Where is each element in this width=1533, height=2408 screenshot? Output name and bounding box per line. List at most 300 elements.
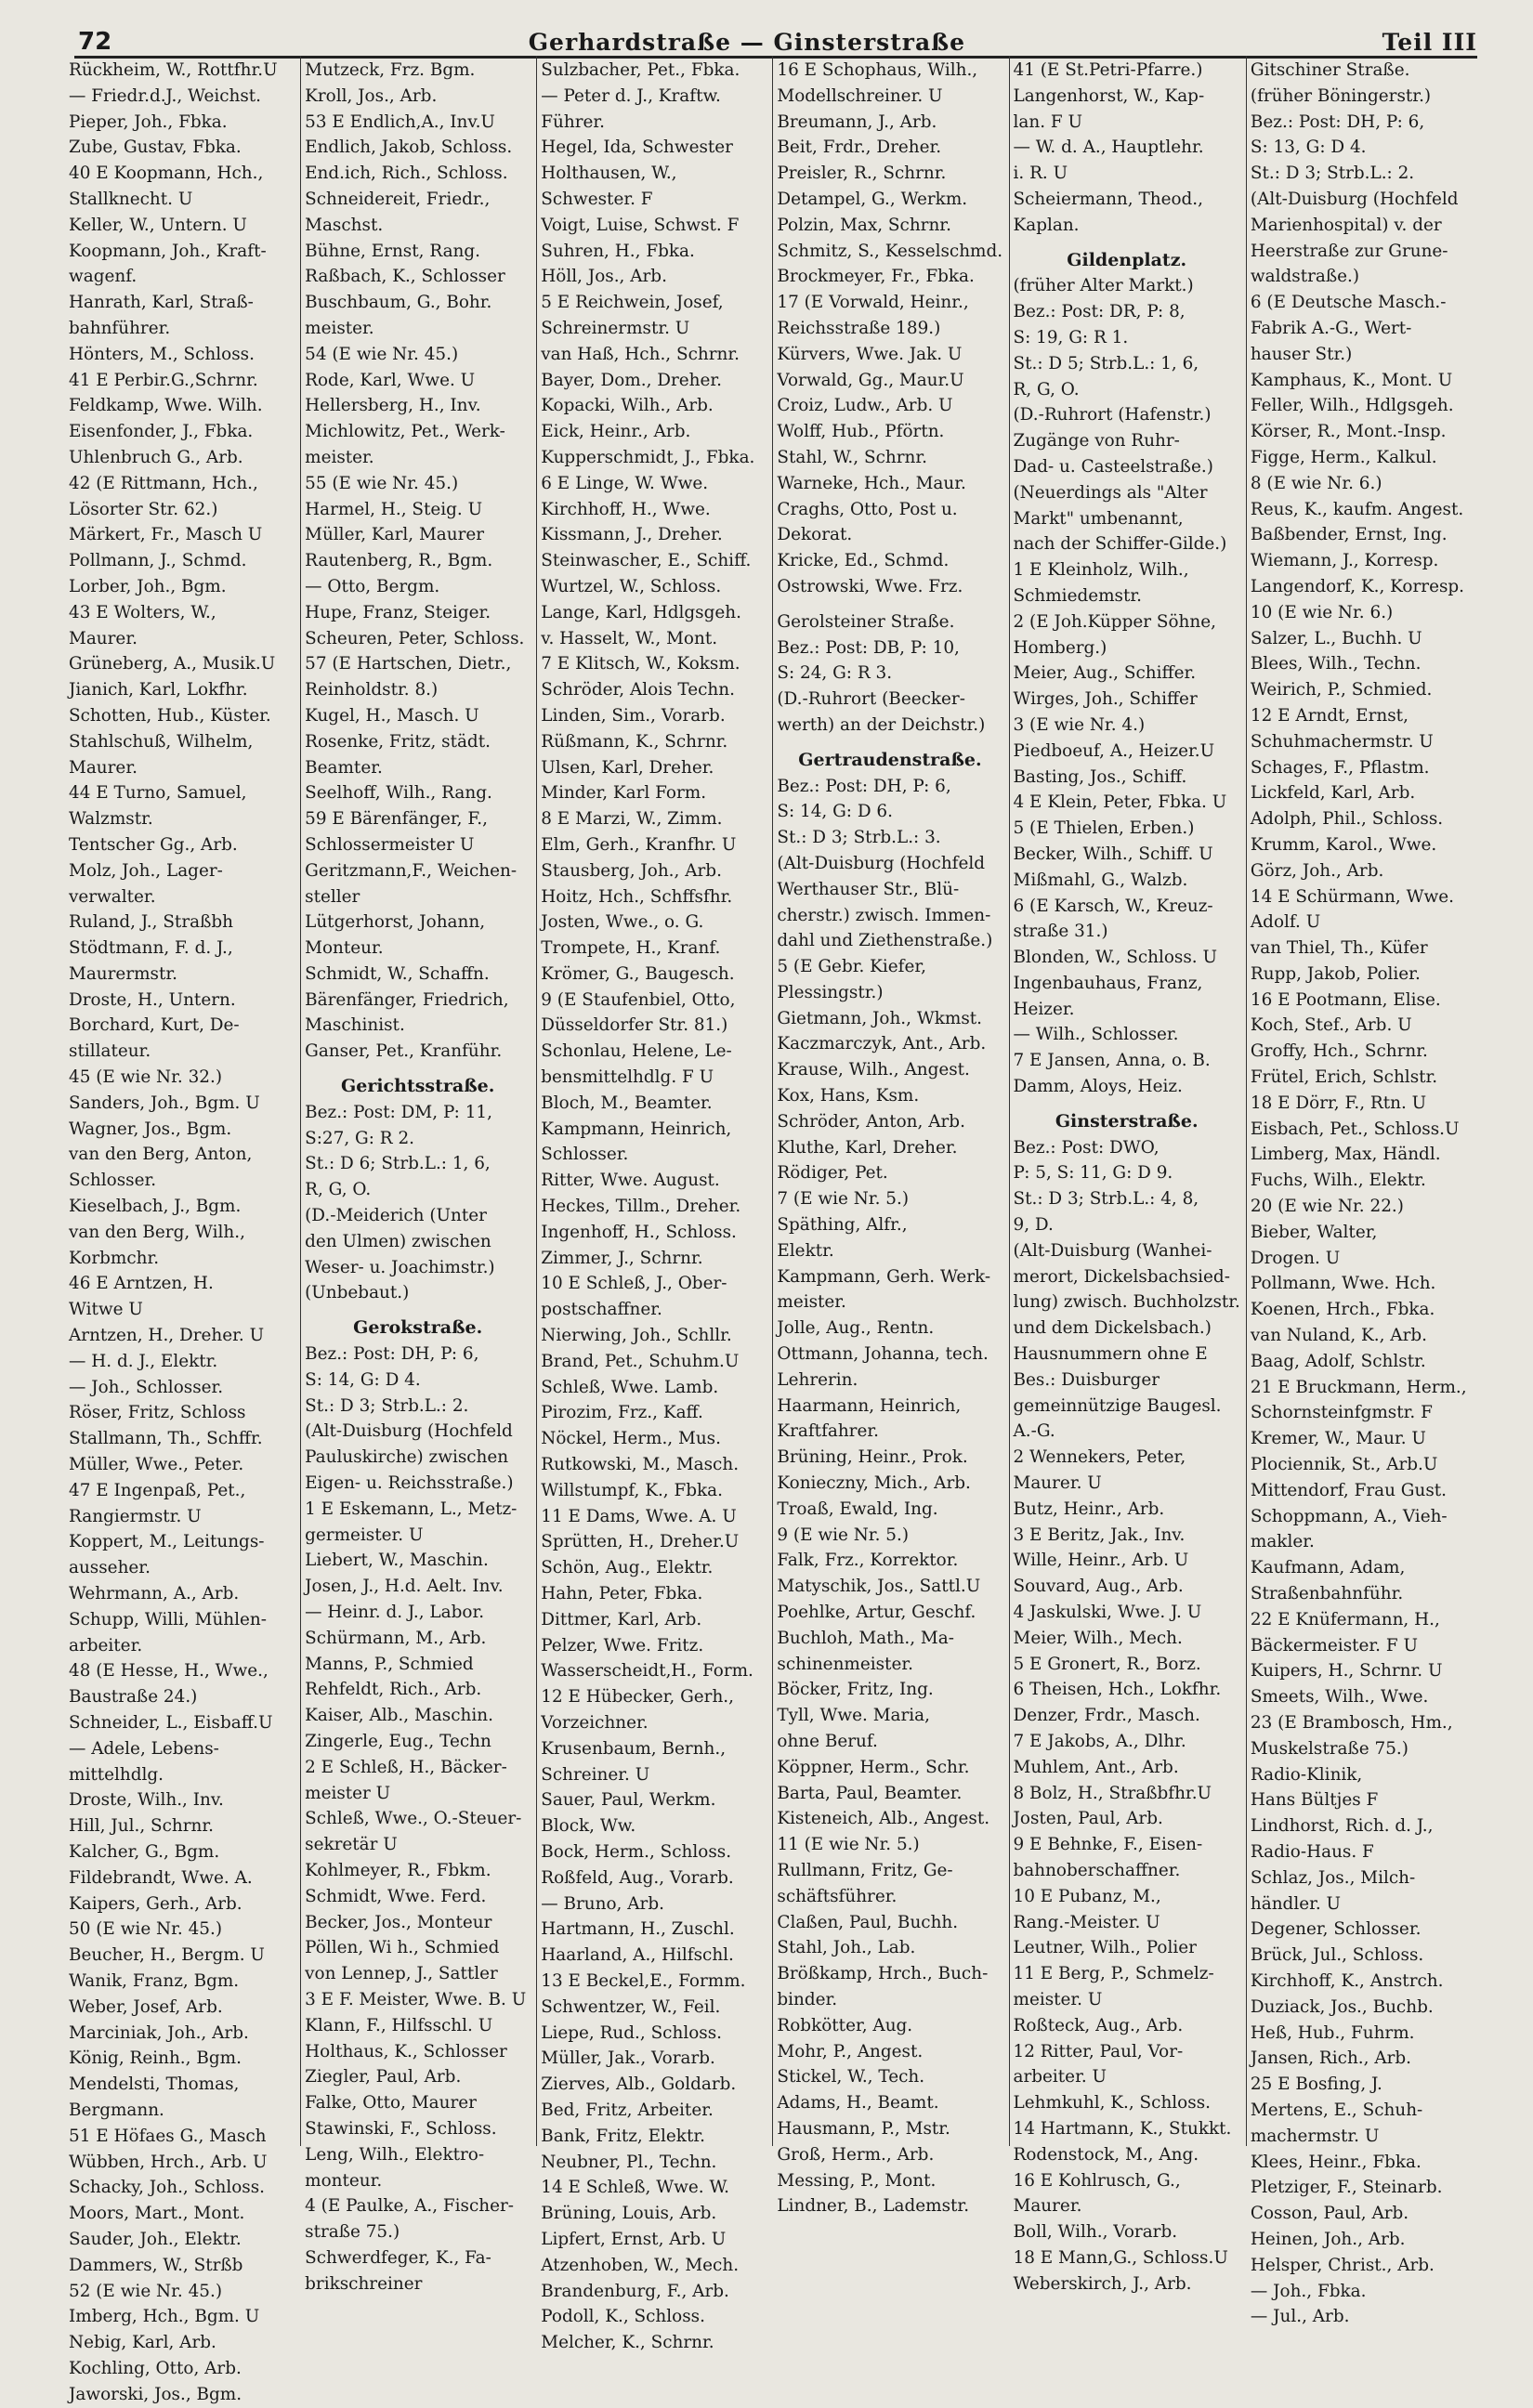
directory-entry: Hellersberg, H., Inv.	[305, 396, 481, 416]
directory-entry: — Joh., Fbka.	[1250, 2281, 1367, 2301]
directory-entry: Arntzen, H., Dreher. U	[69, 1326, 265, 1346]
directory-entry: (Alt-Duisburg (Wanhei-	[1013, 1240, 1212, 1261]
directory-entry: Wasserscheidt,H., Form.	[541, 1661, 753, 1682]
directory-entry: den Ulmen) zwischen	[305, 1231, 491, 1251]
directory-entry: A.-G.	[1013, 1421, 1055, 1442]
directory-entry: (früher Alter Markt.)	[1013, 276, 1194, 296]
directory-entry: Adolph, Phil., Schloss.	[1250, 809, 1444, 830]
directory-entry: 6 E Linge, W. Wwe.	[541, 473, 709, 493]
directory-entry: stillateur.	[69, 1041, 151, 1062]
directory-entry: Klees, Heinr., Fbka.	[1250, 2152, 1422, 2172]
directory-entry: Maurermstr.	[69, 963, 177, 984]
directory-entry: 7 E Klitsch, W., Koksm.	[541, 654, 740, 674]
directory-entry: Rodenstock, M., Ang.	[1013, 2144, 1199, 2165]
directory-entry: und dem Dickelsbach.)	[1013, 1318, 1212, 1339]
directory-entry: Neubner, Pl., Techn.	[541, 2152, 717, 2172]
directory-entry: makler.	[1250, 1532, 1315, 1552]
directory-entry: 23 (E Brambosch, Hm.,	[1250, 1713, 1453, 1733]
directory-entry: Suhren, H., Fbka.	[541, 241, 695, 261]
directory-entry: Poehlke, Artur, Geschf.	[777, 1603, 976, 1623]
directory-entry: Blees, Wilh., Techn.	[1250, 654, 1422, 674]
directory-entry: Frütel, Erich, Schlstr.	[1250, 1067, 1438, 1088]
directory-entry: Witwe U	[69, 1300, 143, 1320]
directory-column-3	[537, 56, 773, 2353]
directory-entry: Lehmkuhl, K., Schloss.	[1013, 2093, 1211, 2114]
directory-entry: Lehrerin.	[777, 1369, 858, 1390]
directory-entry: — Heinr. d. J., Labor.	[305, 1603, 485, 1623]
directory-entry: Schages, F., Pflastm.	[1250, 757, 1430, 778]
directory-entry: Linden, Sim., Vorarb.	[541, 705, 726, 726]
directory-entry: Elektr.	[777, 1240, 834, 1261]
directory-entry: Kaczmarczyk, Ant., Arb.	[777, 1034, 987, 1054]
spacer	[777, 600, 1002, 609]
directory-entry: Klann, F., Hilfsschl. U	[305, 2015, 493, 2035]
directory-entry: — Wilh., Schlosser.	[1013, 1025, 1179, 1045]
directory-entry: Falk, Frz., Korrektor.	[777, 1551, 959, 1571]
directory-entry: Zimmer, J., Schrnr.	[541, 1248, 703, 1268]
directory-entry: Degener, Schlosser.	[1250, 1919, 1422, 1940]
directory-entry: S: 14, G: D 6.	[777, 802, 893, 822]
directory-entry: Ingenbauhaus, Franz,	[1013, 973, 1203, 993]
directory-entry: Langendorf, K., Korresp.	[1250, 576, 1465, 596]
directory-entry: Detampel, G., Werkm.	[777, 189, 968, 209]
directory-entry: Schwentzer, W., Feil.	[541, 1996, 721, 2017]
directory-entry: Markt" umbenannt,	[1013, 508, 1184, 529]
directory-entry: Hartmann, H., Zuschl.	[541, 1919, 735, 1940]
directory-entry: Kochling, Otto, Arb.	[69, 2358, 242, 2378]
directory-entry: Radio-Haus. F	[1250, 1841, 1374, 1862]
directory-entry: Liepe, Rud., Schloss.	[541, 2022, 722, 2043]
directory-entry: Voigt, Luise, Schwst. F	[541, 215, 740, 235]
directory-entry: Maurer.	[69, 628, 138, 648]
directory-entry: Tyll, Wwe. Maria,	[777, 1706, 930, 1726]
directory-entry: Muhlem, Ant., Arb.	[1013, 1757, 1179, 1777]
directory-entry: Koenen, Hrch., Fbka.	[1250, 1300, 1435, 1320]
directory-column-6	[1247, 56, 1482, 2327]
directory-entry: wagenf.	[69, 267, 138, 287]
spacer	[1014, 239, 1240, 248]
directory-entry: (D.-Ruhrort (Beecker-	[777, 689, 965, 710]
directory-entry: (Unbebaut.)	[305, 1283, 410, 1303]
directory-entry: 18 E Mann,G., Schloss.U	[1013, 2247, 1228, 2268]
directory-entry: 4 E Klein, Peter, Fbka. U	[1013, 792, 1227, 813]
directory-entry: bensmittelhdlg. F U	[541, 1067, 714, 1088]
directory-entry: Wübben, Hrch., Arb. U	[69, 2152, 268, 2172]
directory-entry: Zugänge von Ruhr-	[1013, 431, 1180, 452]
directory-entry: Holthausen, W.,	[541, 164, 677, 184]
directory-entry: Wehrmann, A., Arb.	[69, 1584, 240, 1604]
directory-entry: Brüning, Louis, Arb.	[541, 2204, 717, 2224]
directory-entry: Groß, Herm., Arb.	[777, 2144, 935, 2165]
directory-entry: 6 Theisen, Hch., Lokfhr.	[1013, 1680, 1222, 1700]
directory-entry: 8 (E wie Nr. 6.)	[1250, 473, 1382, 493]
directory-entry: Radio-Klinik,	[1250, 1764, 1363, 1785]
directory-entry: P: 5, S: 11, G: D 9.	[1013, 1163, 1173, 1184]
directory-entry: Kisteneich, Alb., Angest.	[777, 1809, 990, 1829]
directory-entry: 17 (E Vorwald, Heinr.,	[777, 293, 969, 313]
directory-entry: Dad- u. Casteelstraße.)	[1013, 456, 1213, 477]
directory-entry: Kaipers, Gerh., Arb.	[69, 1893, 242, 1914]
directory-entry: Schuhmachermstr. U	[1250, 731, 1434, 752]
part-label: Teil III	[1382, 29, 1477, 56]
directory-entry: Schmidt, Wwe. Ferd.	[305, 1886, 487, 1906]
directory-entry: Fabrik A.-G., Wert-	[1250, 318, 1412, 338]
directory-entry: Robkötter, Aug.	[777, 2015, 913, 2035]
directory-entry: 48 (E Hesse, H., Wwe.,	[69, 1661, 269, 1682]
directory-entry: Sanders, Joh., Bgm. U	[69, 1093, 260, 1113]
directory-entry: Hoitz, Hch., Schffsfhr.	[541, 886, 733, 907]
directory-entry: Kalcher, G., Bgm.	[69, 1841, 220, 1862]
directory-entry: Bez.: Post: DH, P: 6,	[1250, 111, 1425, 132]
directory-entry: Droste, Wilh., Inv.	[69, 1790, 224, 1811]
directory-entry: Dammers, W., Strßb	[69, 2255, 243, 2275]
directory-entry: cherstr.) zwisch. Immen-	[777, 905, 991, 925]
directory-entry: arbeiter. U	[1013, 2067, 1107, 2087]
street-heading: Gerokstraße.	[353, 1317, 483, 1339]
directory-entry: Maschst.	[305, 215, 384, 235]
directory-entry: Barta, Paul, Beamter.	[777, 1783, 963, 1803]
directory-entry: Figge, Herm., Kalkul.	[1250, 447, 1437, 467]
directory-entry: Hill, Jul., Schrnr.	[69, 1816, 215, 1837]
directory-entry: Nebig, Karl, Arb.	[69, 2333, 216, 2353]
directory-column-1	[65, 56, 301, 2404]
directory-entry: Grüneberg, A., Musik.U	[69, 654, 276, 674]
directory-entry: Kieselbach, J., Bgm.	[69, 1197, 242, 1217]
directory-columns	[65, 56, 1482, 2404]
directory-entry: 16 E Kohlrusch, G.,	[1013, 2170, 1181, 2191]
directory-entry: Beit, Frdr., Dreher.	[777, 137, 942, 158]
directory-entry: Imberg, Hch., Bgm. U	[69, 2307, 260, 2327]
directory-entry: Rehfeldt, Rich., Arb.	[305, 1680, 482, 1700]
directory-entry: Harmel, H., Steig. U	[305, 499, 483, 519]
directory-entry: Bayer, Dom., Dreher.	[541, 370, 723, 390]
directory-entry: Schön, Aug., Elektr.	[541, 1558, 714, 1578]
directory-entry: Ottmann, Johanna, tech.	[777, 1344, 989, 1365]
directory-entry: Ruland, J., Straßbh	[69, 912, 233, 933]
directory-entry: Schneider, L., Eisbaff.U	[69, 1713, 273, 1733]
directory-entry: 11 (E wie Nr. 5.)	[777, 1835, 920, 1855]
directory-entry: brikschreiner	[305, 2273, 423, 2294]
directory-entry: Körser, R., Mont.-Insp.	[1250, 422, 1447, 442]
directory-entry: Rutkowski, M., Masch.	[541, 1455, 740, 1475]
directory-entry: 1 E Eskemann, L., Metz-	[305, 1498, 518, 1519]
directory-entry: Pöllen, Wi h., Schmied	[305, 1938, 500, 1958]
directory-entry: Mittendorf, Frau Gust.	[1250, 1480, 1448, 1500]
directory-entry: hauser Str.)	[1250, 344, 1353, 364]
directory-entry: Schlosser.	[69, 1171, 157, 1191]
directory-entry: Cosson, Paul, Arb.	[1250, 2204, 1409, 2224]
directory-entry: Matyschik, Jos., Sattl.U	[777, 1577, 981, 1597]
directory-entry: Vorzeichner.	[541, 1713, 649, 1733]
directory-entry: Koopmann, Joh., Kraft-	[69, 241, 267, 261]
directory-entry: Koch, Stef., Arb. U	[1250, 1015, 1412, 1036]
directory-entry: Böcker, Fritz, Ing.	[777, 1680, 934, 1700]
directory-entry: Schneidereit, Friedr.,	[305, 189, 491, 209]
directory-entry: 3 (E wie Nr. 4.)	[1013, 714, 1146, 735]
directory-entry: 5 (E Thielen, Erben.)	[1013, 818, 1195, 839]
directory-entry: van Haß, Hch., Schrnr.	[541, 344, 740, 364]
directory-entry: Kluthe, Karl, Dreher.	[777, 1137, 958, 1158]
directory-entry: St.: D 6; Strb.L.: 1, 6,	[305, 1154, 491, 1174]
directory-entry: Uhlenbruch G., Arb.	[69, 447, 243, 467]
directory-entry: arbeiter.	[69, 1635, 143, 1656]
directory-entry: — Adele, Lebens-	[69, 1738, 219, 1759]
directory-entry: S: 14, G: D 4.	[305, 1369, 421, 1390]
directory-entry: Dittmer, Karl, Arb.	[541, 1609, 702, 1629]
directory-entry: schäftsführer.	[777, 1886, 898, 1906]
directory-entry: Lösorter Str. 62.)	[69, 499, 218, 519]
directory-entry: Rückheim, W., Rottfhr.U	[69, 60, 278, 80]
directory-entry: Haarmann, Heinrich,	[777, 1395, 962, 1416]
directory-entry: 14 E Schürmann, Wwe.	[1250, 886, 1454, 907]
directory-entry: Kugel, H., Masch. U	[305, 705, 479, 726]
directory-entry: — Jul., Arb.	[1250, 2307, 1350, 2327]
directory-entry: Polzin, Max, Schrnr.	[777, 215, 951, 235]
directory-entry: 52 (E wie Nr. 45.)	[69, 2281, 223, 2301]
directory-entry: — H. d. J., Elektr.	[69, 1351, 218, 1371]
directory-entry: Lindner, B., Lademstr.	[777, 2196, 970, 2217]
street-heading: Gerichtsstraße.	[341, 1076, 495, 1097]
directory-entry: Zube, Gustav, Fbka.	[69, 137, 242, 158]
spacer	[305, 1065, 531, 1074]
directory-entry: Straßenbahnführ.	[1250, 1584, 1404, 1604]
directory-entry: lung) zwisch. Buchholzstr.	[1013, 1292, 1240, 1313]
directory-entry: Lipfert, Ernst, Arb. U	[541, 2229, 727, 2249]
directory-entry: Lindhorst, Rich. d. J.,	[1250, 1816, 1434, 1837]
directory-entry: Heizer.	[1013, 999, 1075, 1019]
directory-entry: 51 E Höfaes G., Masch	[69, 2126, 267, 2146]
directory-entry: Plessingstr.)	[777, 982, 884, 1002]
directory-entry: 12 E Hübecker, Gerh.,	[541, 1687, 734, 1708]
directory-entry: Roßfeld, Aug., Vorarb.	[541, 1867, 734, 1888]
directory-entry: End.ich, Rich., Schloss.	[305, 164, 508, 184]
directory-entry: Sprütten, H., Dreher.U	[541, 1532, 740, 1552]
directory-entry: Bez.: Post: DH, P: 6,	[305, 1344, 479, 1365]
directory-entry: Hausnummern ohne E	[1013, 1344, 1208, 1365]
directory-entry: Baag, Adolf, Schlstr.	[1250, 1351, 1426, 1371]
directory-entry: Schwester. F	[541, 189, 653, 209]
directory-entry: Ziegler, Paul, Arb.	[305, 2067, 462, 2087]
directory-entry: Schröder, Anton, Arb.	[777, 1111, 965, 1132]
directory-entry: Willstumpf, K., Fbka.	[541, 1480, 723, 1500]
directory-entry: R, G, O.	[1013, 379, 1080, 399]
directory-entry: 55 (E wie Nr. 45.)	[305, 473, 459, 493]
directory-entry: 4 (E Paulke, A., Fischer-	[305, 2196, 515, 2217]
directory-entry: Croiz, Ludw., Arb. U	[777, 396, 953, 416]
directory-entry: Lorber, Joh., Bgm.	[69, 576, 227, 596]
directory-entry: Ritter, Wwe. August.	[541, 1171, 720, 1191]
directory-entry: St.: D 3; Strb.L.: 2.	[1250, 164, 1415, 184]
directory-entry: 50 (E wie Nr. 45.)	[69, 1919, 223, 1940]
directory-entry: Kamphaus, K., Mont. U	[1250, 370, 1453, 390]
directory-entry: van den Berg, Wilh.,	[69, 1222, 245, 1242]
directory-entry: verwalter.	[69, 886, 156, 907]
directory-entry: Lickfeld, Karl, Arb.	[1250, 783, 1416, 804]
directory-entry: (Alt-Duisburg (Hochfeld	[1250, 189, 1459, 209]
directory-entry: 2 E Schleß, H., Bäcker-	[305, 1757, 507, 1777]
directory-entry: Krömer, G., Baugesch.	[541, 963, 735, 984]
directory-entry: Kupperschmidt, J., Fbka.	[541, 447, 755, 467]
directory-entry: Brück, Jul., Schloss.	[1250, 1945, 1424, 1966]
directory-entry: — Peter d. J., Kraftw.	[541, 85, 721, 106]
directory-entry: Rullmann, Fritz, Ge-	[777, 1860, 953, 1880]
page-header	[74, 13, 1477, 59]
directory-entry: Baßbender, Ernst, Ing.	[1250, 525, 1448, 545]
directory-entry: Zingerle, Eug., Techn	[305, 1732, 491, 1751]
directory-entry: Beamter.	[305, 757, 383, 778]
directory-entry: Feller, Wilh., Hdlgsgeh.	[1250, 396, 1454, 416]
directory-entry: Kaufmann, Adam,	[1250, 1558, 1406, 1578]
directory-entry: Kirchhoff, H., Wwe.	[541, 499, 711, 519]
page-number: 72	[78, 28, 112, 56]
directory-entry: Fuchs, Wilh., Elektr.	[1250, 1171, 1426, 1191]
directory-entry: straße 75.)	[305, 2222, 400, 2243]
directory-entry: Jianich, Karl, Lokfhr.	[69, 680, 248, 700]
directory-entry: Stickel, W., Tech.	[777, 2067, 925, 2087]
directory-entry: Schacky, Joh., Schloss.	[69, 2178, 266, 2198]
directory-entry: Brockmeyer, Fr., Fbka.	[777, 267, 975, 287]
directory-entry: Heerstraße zur Grune-	[1250, 241, 1448, 261]
directory-entry: 7 E Jakobs, A., Dlhr.	[1013, 1732, 1186, 1751]
directory-entry: meister U	[305, 1783, 391, 1803]
street-heading: Ginsterstraße.	[1055, 1110, 1199, 1132]
directory-entry: Butz, Heinr., Arb.	[1013, 1498, 1165, 1519]
directory-entry: Jansen, Rich., Arb.	[1250, 2048, 1412, 2069]
directory-entry: Ulsen, Karl, Dreher.	[541, 757, 714, 778]
directory-entry: Schreiner. U	[541, 1764, 650, 1785]
directory-entry: Zierves, Alb., Goldarb.	[541, 2074, 737, 2095]
directory-entry: St.: D 5; Strb.L.: 1, 6,	[1013, 353, 1199, 373]
directory-entry: 41 (E St.Petri-Pfarre.)	[1013, 60, 1203, 80]
directory-entry: Duziack, Jos., Buchb.	[1250, 1996, 1434, 2017]
directory-entry: Eigen- u. Reichsstraße.)	[305, 1473, 514, 1494]
directory-entry: Claßen, Paul, Buchh.	[777, 1912, 959, 1932]
directory-entry: Kirchhoff, K., Anstrch.	[1250, 1970, 1444, 1991]
directory-entry: Schmitz, S., Kesselschmd.	[777, 241, 1003, 261]
directory-entry: Kürvers, Wwe. Jak. U	[777, 344, 963, 364]
directory-entry: Brößkamp, Hrch., Buch-	[777, 1964, 989, 1984]
directory-entry: Breumann, J., Arb.	[777, 111, 937, 132]
directory-entry: Feldkamp, Wwe. Wilh.	[69, 396, 263, 416]
directory-entry: Köppner, Herm., Schr.	[777, 1757, 970, 1777]
directory-entry: Molz, Joh., Lager-	[69, 860, 223, 881]
directory-entry: 2 (E Joh.Küpper Söhne,	[1013, 611, 1216, 632]
directory-entry: Stallknecht. U	[69, 189, 193, 209]
directory-entry: Reichsstraße 189.)	[777, 318, 941, 338]
directory-entry: Wirges, Joh., Schiffer	[1013, 689, 1198, 710]
directory-entry: St.: D 3; Strb.L.: 3.	[777, 828, 941, 848]
directory-entry: gemeinnützige Baugesl.	[1013, 1395, 1222, 1416]
directory-entry: Roßteck, Aug., Arb.	[1013, 2015, 1184, 2035]
directory-entry: Pollmann, J., Schmd.	[69, 551, 247, 571]
directory-entry: 41 E Perbir.G.,Schrnr.	[69, 370, 258, 390]
directory-entry: Märkert, Fr., Masch U	[69, 525, 263, 545]
directory-entry: Bieber, Walter,	[1250, 1222, 1378, 1242]
directory-entry: Lange, Karl, Hdlgsgeh.	[541, 602, 741, 622]
directory-entry: Mertens, E., Schuh-	[1250, 2100, 1423, 2120]
directory-entry: 12 E Arndt, Ernst,	[1250, 705, 1409, 726]
directory-entry: meister.	[777, 1292, 846, 1313]
directory-entry: Schornsteinfgmstr. F	[1250, 1403, 1433, 1423]
directory-entry: Reus, K., kaufm. Angest.	[1250, 499, 1464, 519]
directory-entry: Atzenhoben, W., Mech.	[541, 2255, 740, 2275]
directory-entry: meister. U	[1013, 1989, 1103, 2009]
directory-entry: Minder, Karl Form.	[541, 783, 707, 804]
directory-entry: Mohr, P., Angest.	[777, 2041, 924, 2061]
directory-entry: Eisenfonder, J., Fbka.	[69, 422, 254, 442]
directory-entry: 13 E Beckel,E., Formm.	[541, 1970, 746, 1991]
directory-entry: Heinen, Joh., Arb.	[1250, 2229, 1406, 2249]
directory-entry: Nöckel, Herm., Mus.	[541, 1429, 721, 1449]
directory-entry: Weirich, P., Schmied.	[1250, 680, 1433, 700]
directory-entry: Josen, J., H.d. Aelt. Inv.	[305, 1577, 504, 1597]
directory-entry: Maschinist.	[305, 1015, 405, 1036]
directory-entry: Sulzbacher, Pet., Fbka.	[541, 60, 740, 80]
directory-entry: Josten, Wwe., o. G.	[541, 912, 704, 933]
directory-entry: 7 (E wie Nr. 5.)	[777, 1189, 909, 1210]
directory-entry: Rupp, Jakob, Polier.	[1250, 963, 1421, 984]
directory-entry: Führer.	[541, 111, 605, 132]
directory-entry: Wille, Heinr., Arb. U	[1013, 1551, 1189, 1571]
directory-entry: (früher Böningerstr.)	[1250, 85, 1432, 106]
directory-entry: 5 E Reichwein, Josef,	[541, 293, 724, 313]
directory-entry: Görz, Joh., Arb.	[1250, 860, 1384, 881]
directory-column-2	[301, 56, 537, 2294]
directory-entry: 44 E Turno, Samuel,	[69, 783, 247, 804]
running-title: Gerhardstraße — Ginsterstraße	[528, 29, 966, 56]
directory-entry: Pauluskirche) zwischen	[305, 1447, 509, 1468]
directory-entry: Korbmchr.	[69, 1248, 160, 1268]
directory-entry: Marciniak, Joh., Arb.	[69, 2022, 249, 2043]
directory-entry: Beucher, H., Bergm. U	[69, 1945, 265, 1966]
directory-entry: 3 E Beritz, Jak., Inv.	[1013, 1525, 1186, 1545]
directory-entry: Meier, Wilh., Mech.	[1013, 1628, 1183, 1648]
directory-entry: dahl und Ziethenstraße.)	[777, 931, 993, 951]
directory-entry: König, Reinh., Bgm.	[69, 2048, 242, 2069]
directory-entry: Limberg, Max, Händl.	[1250, 1145, 1441, 1165]
directory-entry: Buschbaum, G., Bohr.	[305, 293, 492, 313]
directory-entry: Jolle, Aug., Rentn.	[777, 1318, 935, 1339]
directory-entry: meister.	[305, 447, 374, 467]
directory-entry: (Alt-Duisburg (Hochfeld	[777, 853, 986, 873]
directory-entry: Kroll, Jos., Arb.	[305, 85, 438, 106]
directory-entry: Souvard, Aug., Arb.	[1013, 1577, 1184, 1597]
directory-entry: Pletziger, F., Steinarb.	[1250, 2178, 1443, 2198]
directory-entry: Ganser, Pet., Kranführ.	[305, 1041, 503, 1062]
directory-entry: S:27, G: R 2.	[305, 1128, 414, 1148]
directory-entry: Bloch, M., Beamter.	[541, 1093, 713, 1113]
directory-entry: Rautenberg, R., Bgm.	[305, 551, 493, 571]
directory-entry: Späthing, Alfr.,	[777, 1215, 908, 1236]
directory-entry: 9 (E wie Nr. 5.)	[777, 1525, 909, 1545]
directory-entry: bahnführer.	[69, 318, 171, 338]
directory-entry: Vorwald, Gg., Maur.U	[777, 370, 964, 390]
directory-entry: Stallmann, Th., Schffr.	[69, 1429, 263, 1449]
directory-entry: 1 E Kleinholz, Wilh.,	[1013, 560, 1189, 581]
directory-entry: Salzer, L., Buchh. U	[1250, 628, 1422, 648]
directory-entry: 5 E Gronert, R., Borz.	[1013, 1654, 1201, 1674]
directory-entry: Gitschiner Straße.	[1250, 60, 1410, 80]
directory-entry: 16 E Pootmann, Elise.	[1250, 989, 1441, 1010]
directory-entry: 14 E Schleß, Wwe. W.	[541, 2178, 730, 2198]
directory-entry: Heckes, Tillm., Dreher.	[541, 1197, 741, 1217]
directory-entry: Schürmann, M., Arb.	[305, 1628, 487, 1648]
directory-entry: Droste, H., Untern.	[69, 989, 236, 1010]
directory-entry: ohne Beruf.	[777, 1732, 878, 1751]
directory-entry: Damm, Aloys, Heiz.	[1013, 1077, 1183, 1097]
directory-entry: Warneke, Hch., Maur.	[777, 473, 966, 493]
directory-entry: 59 E Bärenfänger, F.,	[305, 809, 488, 830]
